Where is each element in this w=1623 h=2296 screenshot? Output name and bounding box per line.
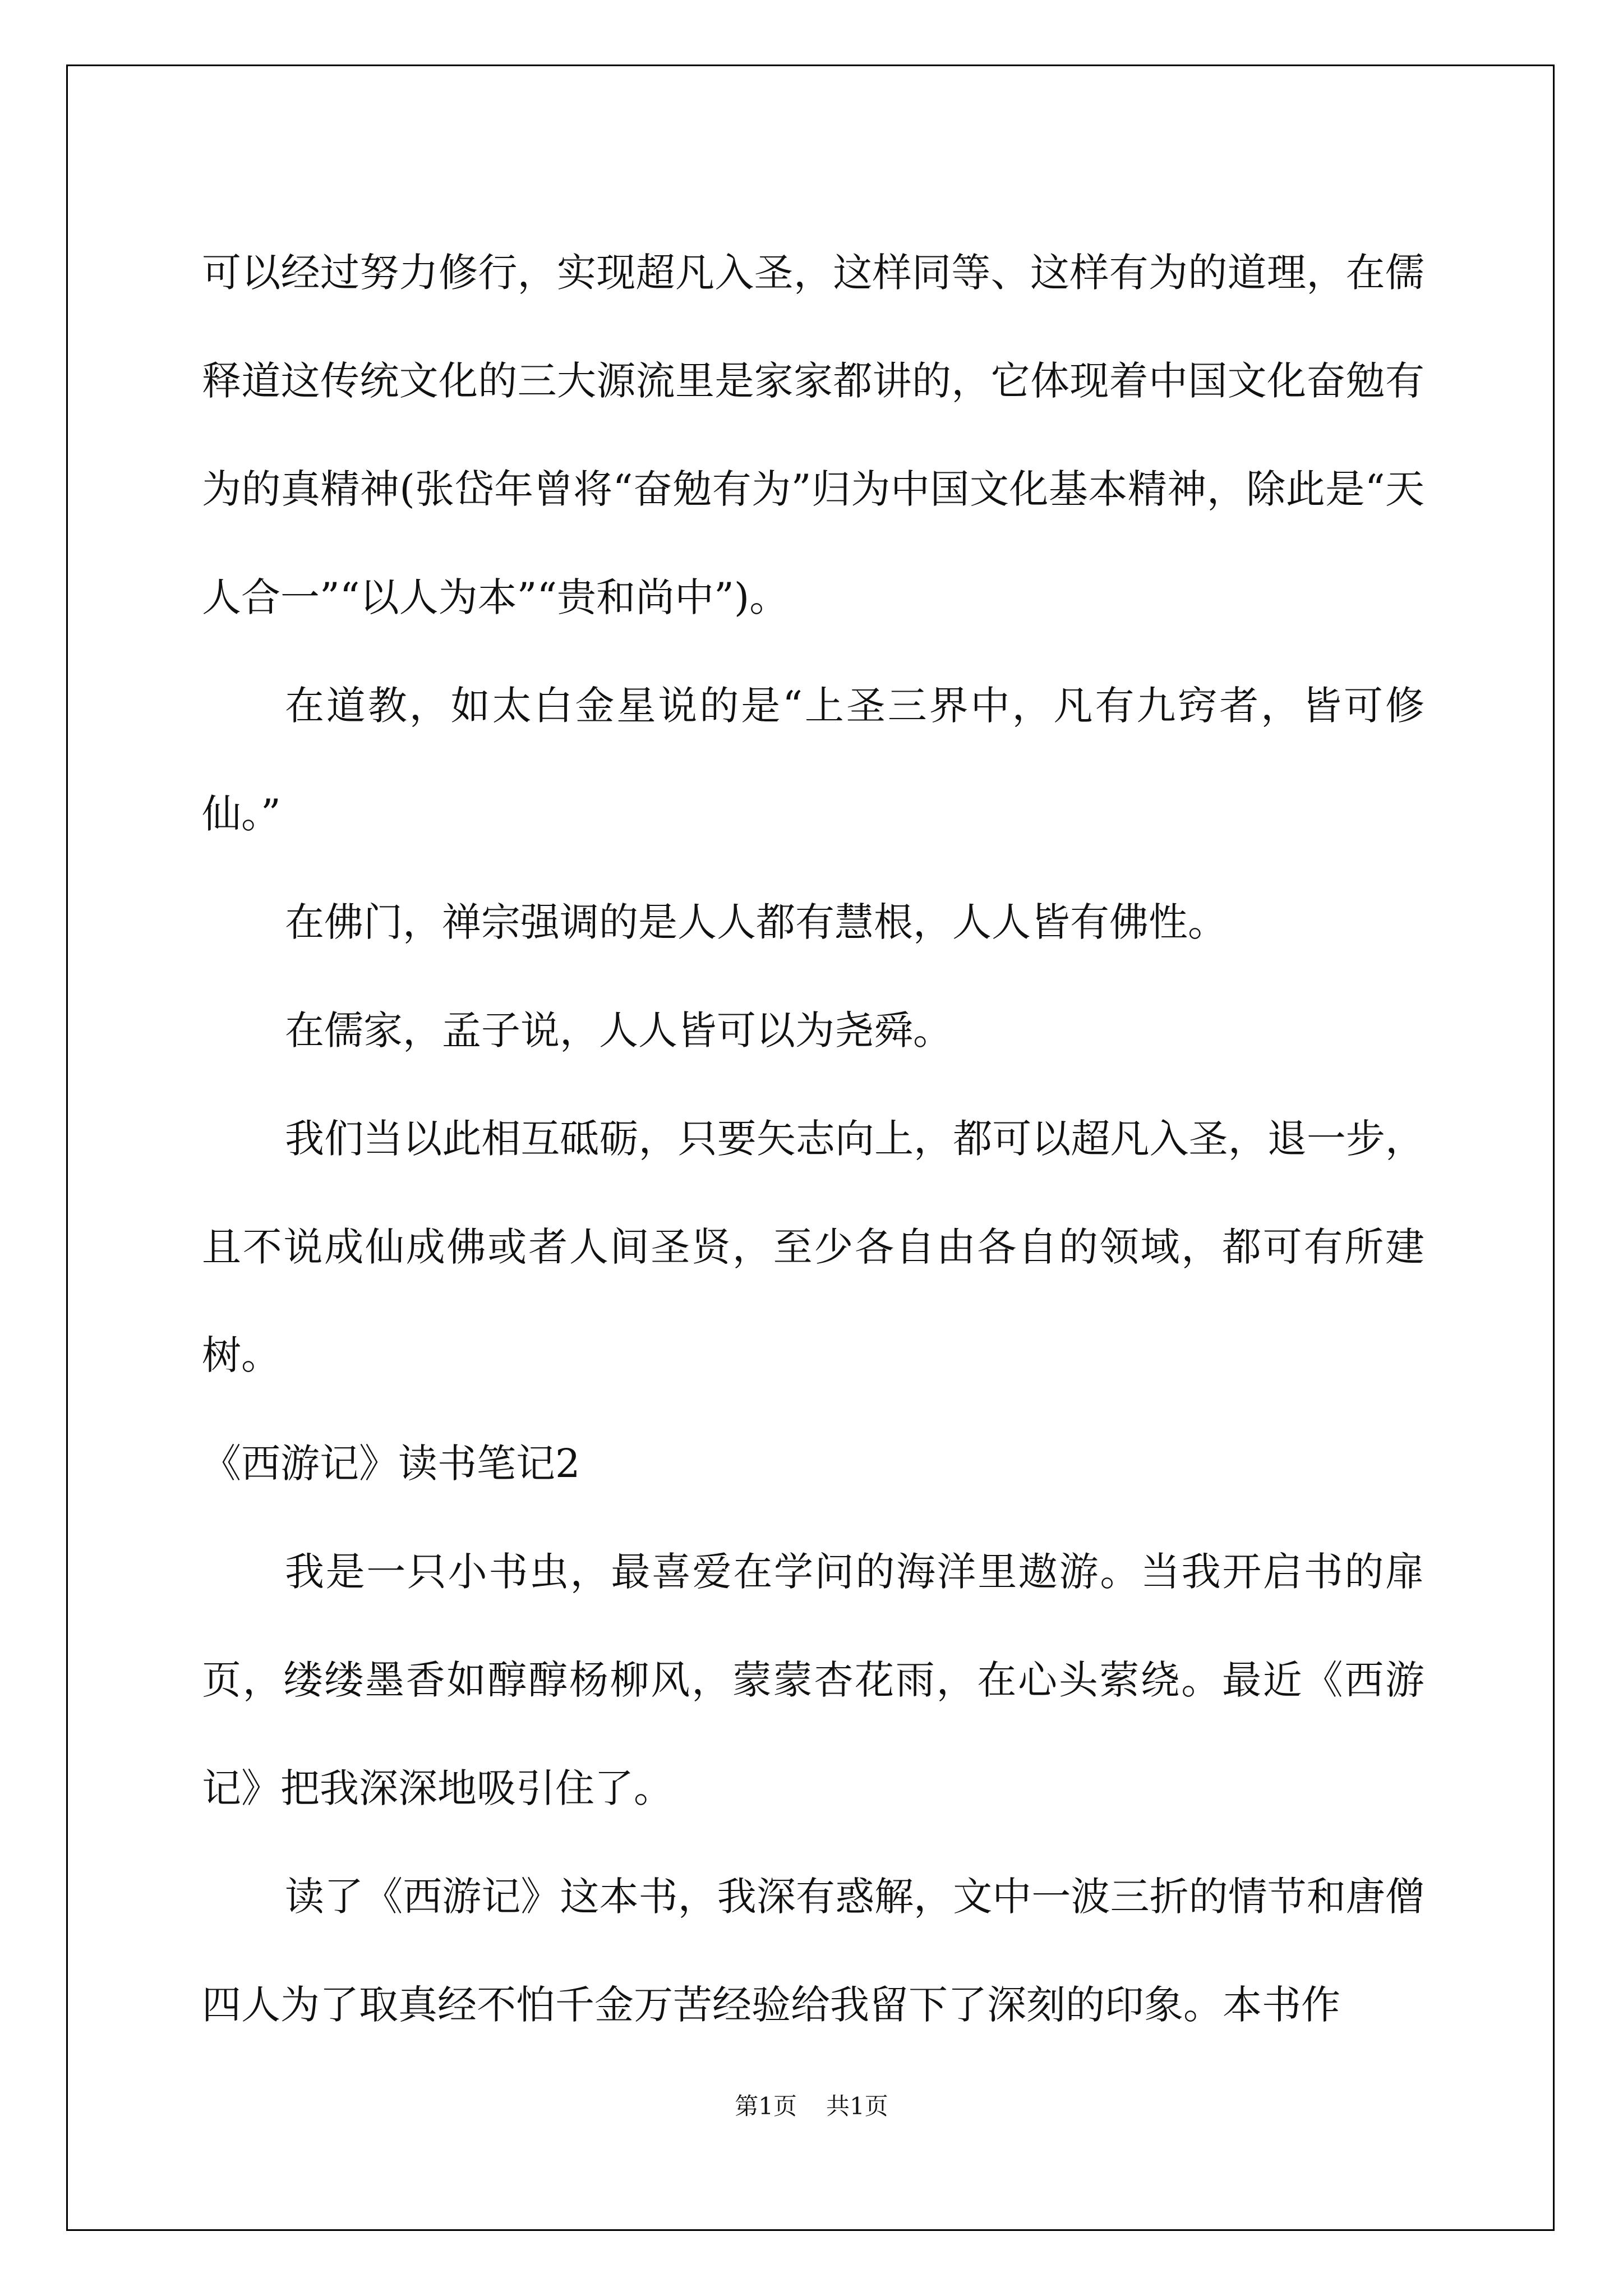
paragraph-impression: 读了《西游记》这本书，我深有惑解，文中一波三折的情节和唐僧四人为了取真经不怕千金万苦经验给我留下了深刻的印象。本书作 <box>202 1874 1424 2028</box>
page-total: 共1页 <box>826 2092 888 2120</box>
paragraph-buddhism: 在佛门，禅宗强调的是人人都有慧根，人人皆有佛性。 <box>285 899 1227 945</box>
paragraph-conclusion: 我们当以此相互砥砺，只要矢志向上，都可以超凡入圣，退一步，且不说成仙成佛或者人间圣贤，至少各自由各自的领域，都可有所建树。 <box>202 1116 1424 1378</box>
paragraph-taoism: 在道教，如太白金星说的是“上圣三界中，凡有九窍者，皆可修仙。” <box>202 683 1424 837</box>
section-heading: 《西游记》读书笔记2 <box>202 1441 580 1487</box>
page-number: 第1页 <box>735 2092 797 2120</box>
page-footer <box>0 2088 1623 2122</box>
paragraph-confucianism: 在儒家，孟子说，人人皆可以为尧舜。 <box>285 1007 952 1053</box>
paragraph-bookworm: 我是一只小书虫，最喜爱在学问的海洋里遨游。当我开启书的扉页，缕缕墨香如醇醇杨柳风，蒙蒙杏花雨，在心头萦绕。最近《西游记》把我深深地吸引住了。 <box>202 1549 1424 1811</box>
paragraph-continuation: 可以经过努力修行，实现超凡入圣，这样同等、这样有为的道理，在儒释道这传统文化的三大源流里是家家都讲的，它体现着中国文化奋勉有为的真精神(张岱年曾将“奋勉有为”归为中国文化基本精神，除此是“天人合一”“以人为本”“贵和尚中”)。 <box>202 250 1424 620</box>
document-body <box>202 219 1424 2059</box>
